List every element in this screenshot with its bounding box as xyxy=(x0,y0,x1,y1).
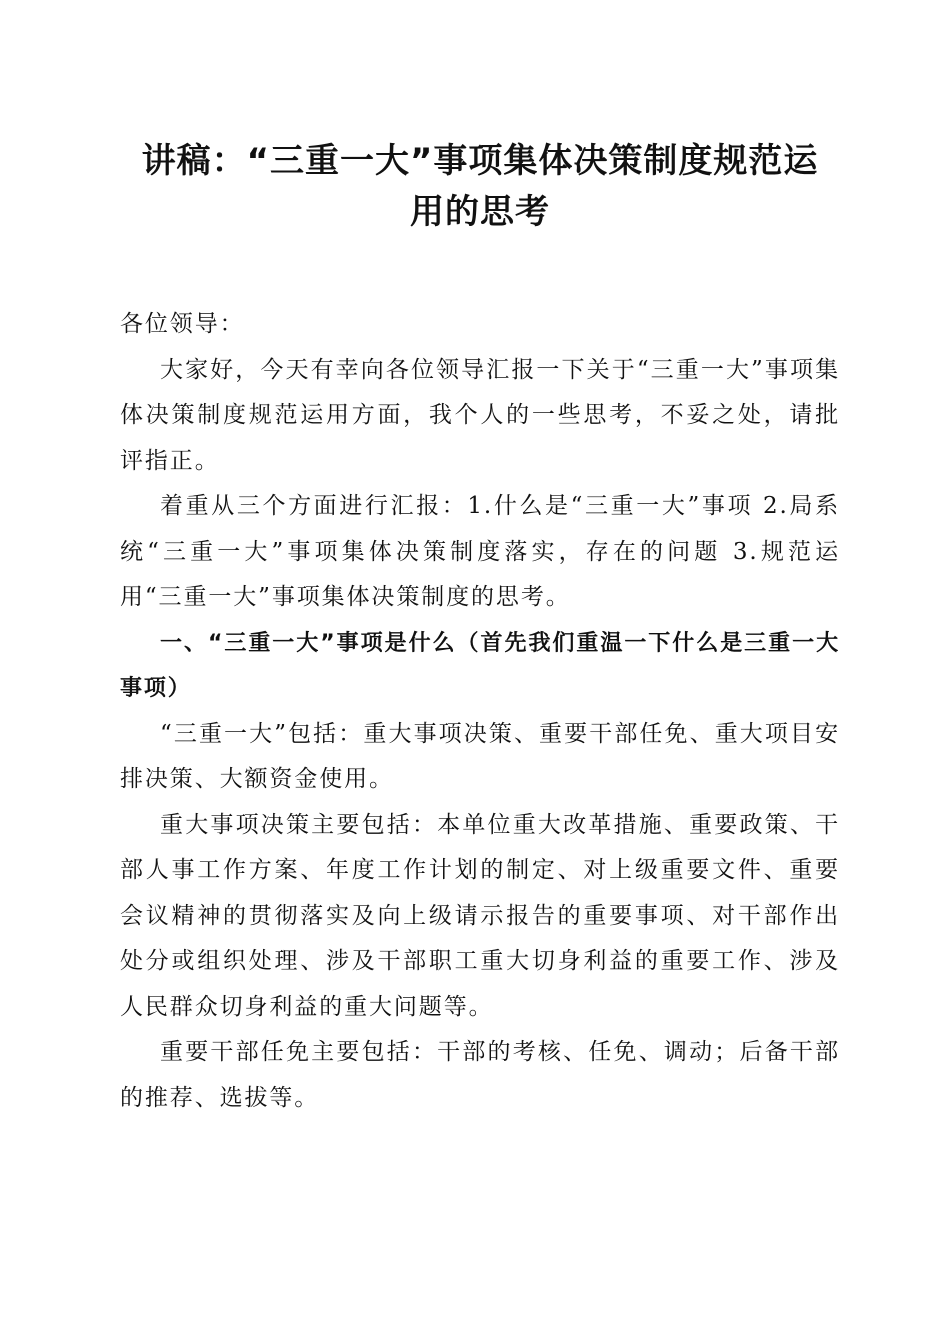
paragraph-greeting: 大家好，今天有幸向各位领导汇报一下关于“三重一大”事项集体决策制度规范运用方面，我个人的一些思考，不妥之处，请批评指正。 xyxy=(120,356,840,474)
paragraph-definition: “三重一大”包括：重大事项决策、重要干部任免、重大项目安排决策、大额资金使用。 xyxy=(120,720,840,792)
section-heading-1: 一、“三重一大”事项是什么（首先我们重温一下什么是三重一大事项） xyxy=(120,630,840,701)
title-line-2: 用的思考 xyxy=(410,192,550,232)
paragraph-major-matters: 重大事项决策主要包括：本单位重大改革措施、重要政策、干部人事工作方案、年度工作计划的制定、对上级重要文件、重要会议精神的贯彻落实及向上级请示报告的重要事项、对干部作出处分或组织处理、涉及干部职工重大切身利益的重要工作、涉及人民群众切身利益的重大问题等。 xyxy=(120,811,840,1020)
title-line-1: 讲稿：“三重一大”事项集体决策制度规范运 xyxy=(141,141,819,181)
document-title xyxy=(120,136,840,238)
salutation: 各位领导： xyxy=(120,311,245,337)
document-body xyxy=(120,302,840,1121)
paragraph-cadre-appointment: 重要干部任免主要包括：干部的考核、任免、调动；后备干部的推荐、选拔等。 xyxy=(120,1039,840,1111)
paragraph-outline: 着重从三个方面进行汇报：1.什么是“三重一大”事项 2.局系统“三重一大”事项集体决策制度落实，存在的问题 3.规范运用“三重一大”事项集体决策制度的思考。 xyxy=(120,493,840,610)
